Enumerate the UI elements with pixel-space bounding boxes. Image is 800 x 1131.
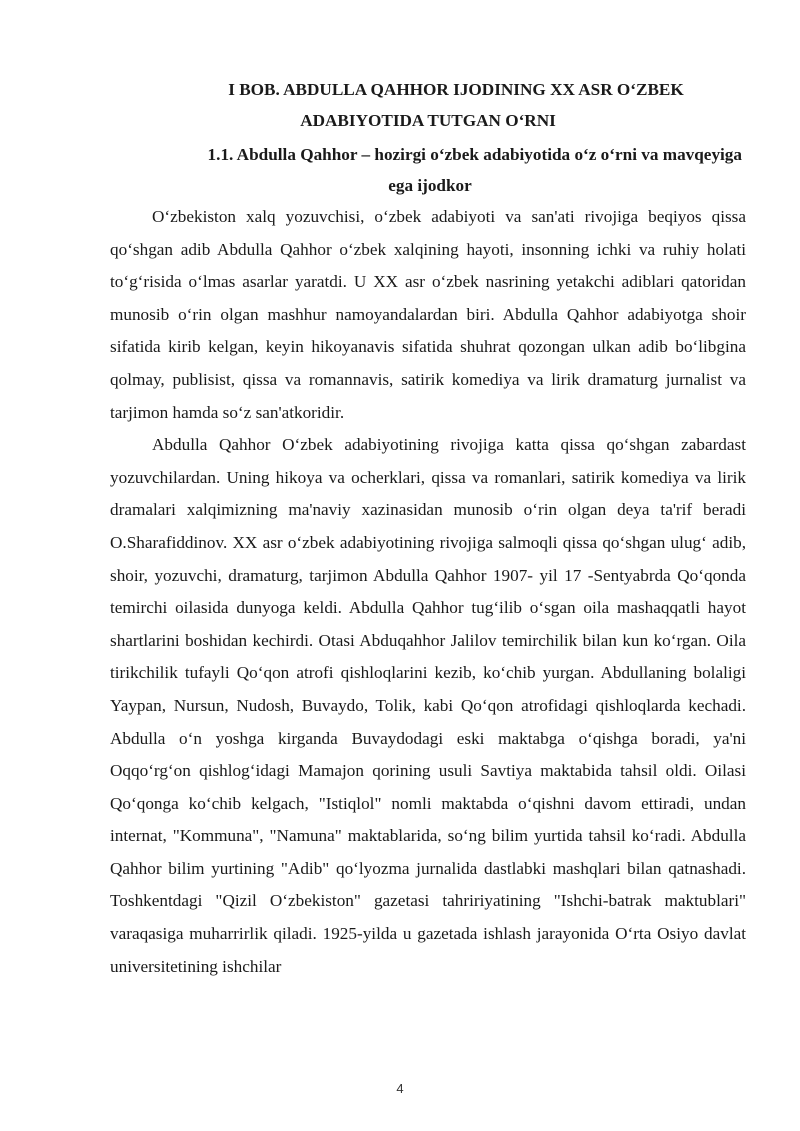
section-title	[110, 139, 746, 201]
section-title-line-2: ega ijodkor	[388, 176, 472, 195]
chapter-title-line-2: ADABIYOTIDA TUTGAN O‘RNI	[300, 111, 556, 130]
paragraph: Abdulla Qahhor O‘zbek adabiyotining rivojiga katta qissa qo‘shgan zabardast yozuvchilardan. Uning hikoya va ocherklari, qissa va romanlari, satirik komediya va lirik dramalari xalqimizning ma'naviy xazinasidan munosib o‘rin olgan deya ta'rif beradi O.Sharafiddinov. XX asr o‘zbek adabiyotining rivojiga salmoqli qissa qo‘shgan ulug‘ adib, shoir, yozuvchi, dramaturg, tarjimon Abdulla Qahhor 1907- yil 17 -Sentyabrda Qo‘qonda temirchi oilasida dunyoga keldi. Abdulla Qahhor tug‘ilib o‘sgan oila mashaqqatli hayot shartlarini boshidan kechirdi. Otasi Abduqahhor Jalilov temirchilik bilan kun ko‘rgan. Oila tirikchilik tufayli Qo‘qon atrofi qishloqlarini kezib, ko‘chib yurgan. Abdullaning bolaligi Yaypan, Nursun, Nudosh, Buvaydo, Tolik, kabi Qo‘qon atrofidagi qishloqlarda kechadi. Abdulla o‘n yoshga kirganda Buvaydodagi eski maktabga o‘qishga boradi, ya'ni Oqqo‘rg‘on qishlog‘idagi Mamajon qorining usuli Savtiya maktabida tahsil oldi. Oilasi Qo‘qonga ko‘chib kelgach, "Istiqlol" nomli maktabda o‘qishni davom ettiradi, undan internat, "Kommuna", "Namuna" maktablarida, so‘ng bilim yurtida tahsil ko‘radi. Abdulla Qahhor bilim yurtining "Adib" qo‘lyozma jurnalida dastlabki mashqlari bilan qatnashadi. Toshkentdagi "Qizil O‘zbekiston" gazetasi tahririyatining "Ishchi-batrak maktublari" varaqasiga muharrirlik qiladi. 1925-yilda u gazetada ishlash jarayonida O‘rta Osiyo davlat universitetining ishchilar	[110, 435, 746, 976]
chapter-title	[110, 74, 746, 136]
page-number: 4	[396, 1081, 404, 1096]
paragraph: O‘zbekiston xalq yozuvchisi, o‘zbek adabiyoti va san'ati rivojiga beqiyos qissa qo‘shgan adib Abdulla Qahhor o‘zbek xalqining hayoti, insonning ichki va ruhiy holati to‘g‘risida o‘lmas asarlar yaratdi. U XX asr o‘zbek nasrining yetakchi adiblari qatoridan munosib o‘rin olgan mashhur namoyandalardan biri. Abdulla Qahhor adabiyotga shoir sifatida kirib kelgan, keyin hikoyanavis sifatida shuhrat qozongan ulkan adib bo‘libgina qolmay, publisist, qissa va romannavis, satirik komediya va lirik dramaturg jurnalist va tarjimon hamda so‘z san'atkoridir.	[110, 207, 746, 422]
body-text	[110, 201, 746, 983]
chapter-title-line-1: I BOB. ABDULLA QAHHOR IJODINING XX ASR O‘ZBEK	[228, 80, 684, 99]
section-title-line-1: 1.1. Abdulla Qahhor – hozirgi o‘zbek adabiyotida o‘z o‘rni va mavqeyiga	[207, 145, 742, 164]
